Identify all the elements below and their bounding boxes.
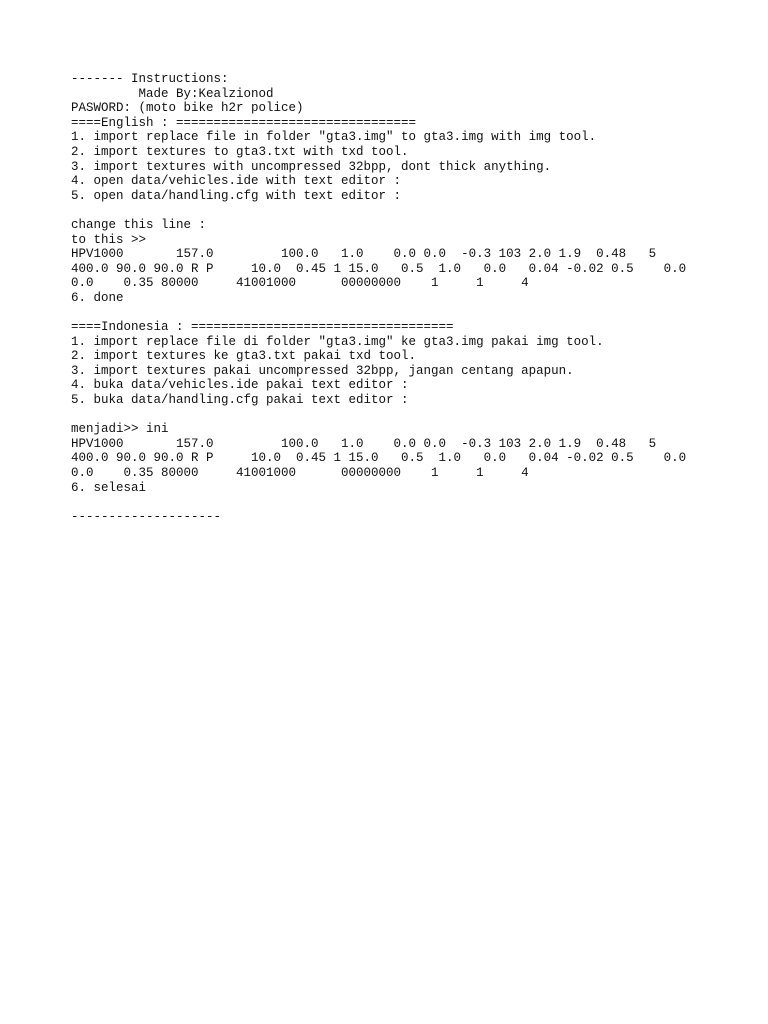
indonesia-handling-line-3: 0.0 0.35 80000 41001000 00000000 1 1 4 xyxy=(71,466,529,481)
english-step-2: 2. import textures to gta3.txt with txd tool. xyxy=(71,144,409,159)
header-rule-line: ------- Instructions: xyxy=(71,72,229,86)
footer-rule-line: -------------------- xyxy=(71,509,222,524)
blank-line xyxy=(71,203,686,218)
indonesia-section-heading: ====Indonesia : =================================== xyxy=(71,320,454,335)
document-text xyxy=(71,72,686,524)
english-handling-line-2: 400.0 90.0 90.0 R P 10.0 0.45 1 15.0 0.5 1.0 0.0 0.04 -0.02 0.5 0.0 xyxy=(71,261,687,276)
indonesia-step-2: 2. import textures ke gta3.txt pakai txd tool. xyxy=(71,349,417,364)
indonesia-step-6: 6. selesai xyxy=(71,480,147,495)
blank-line xyxy=(71,495,686,510)
english-step-1: 1. import replace file in folder "gta3.img" to gta3.img with img tool. xyxy=(71,130,597,145)
change-line-instruction: change this line : xyxy=(71,217,207,232)
password-line: PASWORD: (moto bike h2r police) xyxy=(71,101,304,116)
english-section-heading: ====English : ================================ xyxy=(71,115,417,130)
english-step-5: 5. open data/handling.cfg with text editor : xyxy=(71,188,402,203)
menjadi-instruction: menjadi>> ini xyxy=(71,422,169,437)
english-step-6: 6. done xyxy=(71,290,124,305)
author-line: Made By:Kealzionod xyxy=(71,86,274,101)
to-this-instruction: to this >> xyxy=(71,232,147,247)
english-handling-line-3: 0.0 0.35 80000 41001000 00000000 1 1 4 xyxy=(71,276,529,291)
english-step-3: 3. import textures with uncompressed 32bpp, dont thick anything. xyxy=(71,159,552,174)
blank-line xyxy=(71,306,686,321)
english-step-4: 4. open data/vehicles.ide with text editor : xyxy=(71,174,402,189)
indonesia-step-5: 5. buka data/handling.cfg pakai text editor : xyxy=(71,393,409,408)
indonesia-step-3: 3. import textures pakai uncompressed 32bpp, jangan centang apapun. xyxy=(71,363,574,378)
indonesia-step-1: 1. import replace file di folder "gta3.img" ke gta3.img pakai img tool. xyxy=(71,334,604,349)
indonesia-step-4: 4. buka data/vehicles.ide pakai text editor : xyxy=(71,378,409,393)
blank-line xyxy=(71,408,686,423)
indonesia-handling-line-1: HPV1000 157.0 100.0 1.0 0.0 0.0 -0.3 103 2.0 1.9 0.48 5 xyxy=(71,436,657,451)
indonesia-handling-line-2: 400.0 90.0 90.0 R P 10.0 0.45 1 15.0 0.5 1.0 0.0 0.04 -0.02 0.5 0.0 xyxy=(71,451,687,466)
english-handling-line-1: HPV1000 157.0 100.0 1.0 0.0 0.0 -0.3 103 2.0 1.9 0.48 5 xyxy=(71,247,657,262)
